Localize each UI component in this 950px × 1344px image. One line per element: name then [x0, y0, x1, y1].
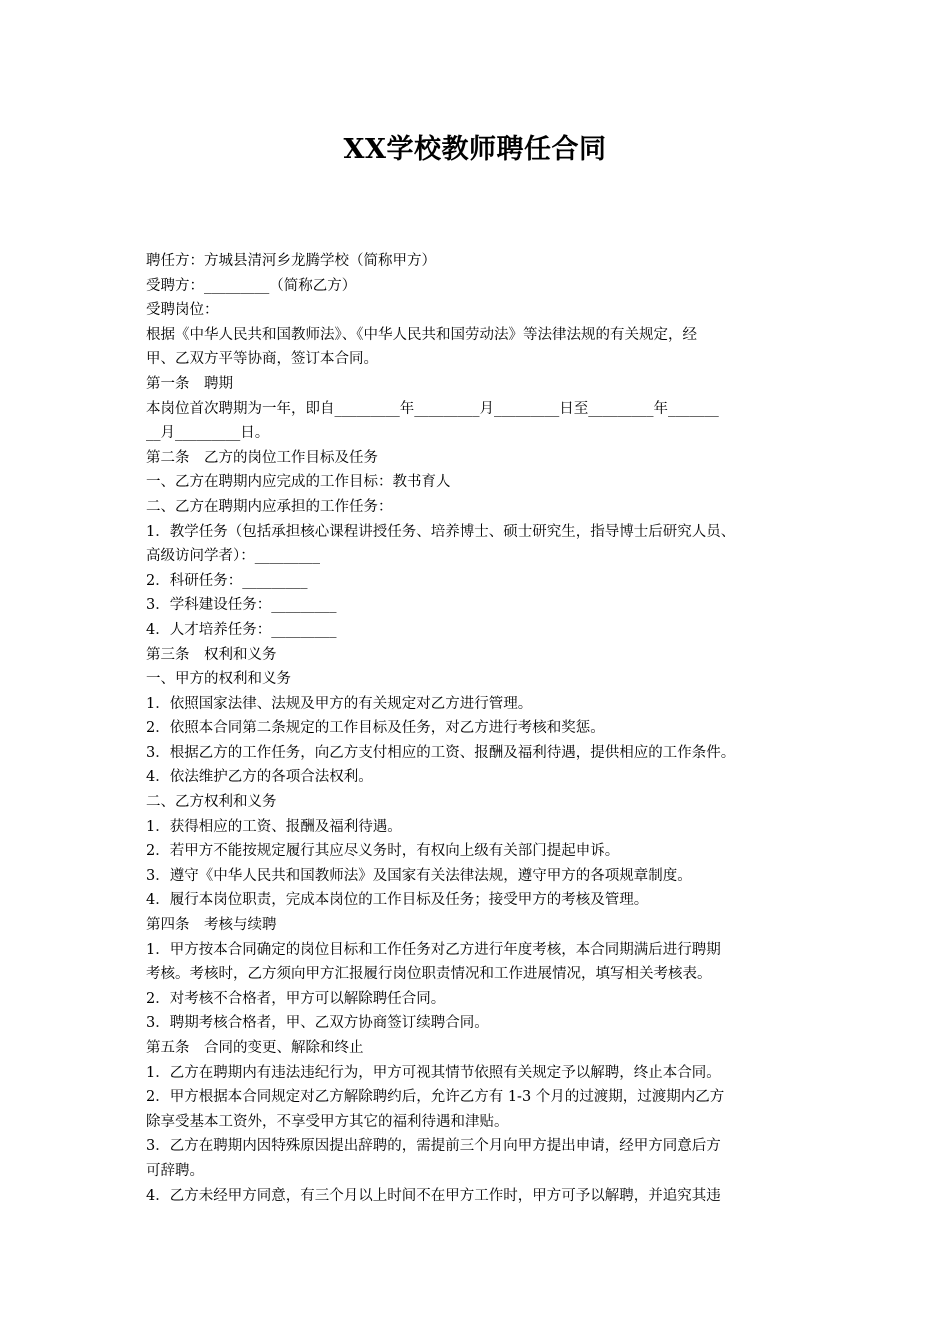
- body-line: 除享受基本工资外，不享受甲方其它的福利待遇和津贴。: [146, 1113, 509, 1130]
- body-line: 1．甲方按本合同确定的岗位目标和工作任务对乙方进行年度考核，本合同期满后进行聘期: [146, 941, 721, 958]
- body-line: 1．依照国家法律、法规及甲方的有关规定对乙方进行管理。: [146, 695, 533, 712]
- body-line: 一、乙方在聘期内应完成的工作目标：教书育人: [146, 474, 451, 491]
- body-line: 2．若甲方不能按规定履行其应尽义务时，有权向上级有关部门提起申诉。: [146, 843, 620, 860]
- body-line: 3．聘期考核合格者，甲、乙双方协商签订续聘合同。: [146, 1015, 489, 1032]
- body-line: 考核。考核时，乙方须向甲方汇报履行岗位职责情况和工作进展情况，填写相关考核表。: [146, 966, 712, 983]
- body-line: 2．甲方根据本合同规定对乙方解除聘约后，允许乙方有 1-3 个月的过渡期，过渡期内乙方: [146, 1089, 725, 1106]
- body-line: __月_________日。: [146, 425, 270, 442]
- body-line: 聘任方：方城县清河乡龙腾学校（简称甲方）: [146, 253, 436, 269]
- body-line: 1．教学任务（包括承担核心课程讲授任务、培养博士、硕士研究生，指导博士后研究人员、: [146, 523, 736, 540]
- body-line: 1．乙方在聘期内有违法违纪行为，甲方可视其情节依照有关规定予以解聘，终止本合同。: [146, 1064, 721, 1081]
- body-line: 3．根据乙方的工作任务，向乙方支付相应的工资、报酬及福利待遇，提供相应的工作条件。: [146, 744, 736, 761]
- body-line: 根据《中华人民共和国教师法》、《中华人民共和国劳动法》等法律法规的有关规定，经: [146, 326, 697, 343]
- body-line: 可辞聘。: [146, 1162, 204, 1179]
- body-line: 二、乙方权利和义务: [146, 794, 277, 811]
- body-line: 第二条 乙方的岗位工作目标及任务: [146, 449, 378, 466]
- body-line: 甲、乙双方平等协商，签订本合同。: [146, 351, 378, 368]
- body-line: 二、乙方在聘期内应承担的工作任务：: [146, 498, 393, 515]
- body-line: 2．对考核不合格者，甲方可以解除聘任合同。: [146, 990, 446, 1007]
- body-line: 3．乙方在聘期内因特殊原因提出辞聘的，需提前三个月向甲方提出申请，经甲方同意后方: [146, 1138, 721, 1155]
- document-body: [146, 249, 826, 1208]
- body-line: 第五条 合同的变更、解除和终止: [146, 1040, 364, 1056]
- body-line: 4．人才培养任务：_________: [146, 621, 337, 638]
- body-line: 第三条 权利和义务: [146, 646, 277, 663]
- body-line: 第四条 考核与续聘: [146, 917, 277, 934]
- body-line: 4．乙方未经甲方同意，有三个月以上时间不在甲方工作时，甲方可予以解聘，并追究其违: [146, 1187, 721, 1204]
- body-line: 受聘方：_________（简称乙方）: [146, 277, 357, 294]
- body-line: 第一条 聘期: [146, 375, 233, 392]
- body-line: 2．依照本合同第二条规定的工作目标及任务，对乙方进行考核和奖惩。: [146, 720, 605, 737]
- body-line: 高级访问学者）：_________: [146, 548, 320, 565]
- body-line: 本岗位首次聘期为一年，即自_________年_________月_________日至_________年_______: [146, 400, 719, 417]
- body-line: 3．遵守《中华人民共和国教师法》及国家有关法律法规，遵守甲方的各项规章制度。: [146, 867, 692, 884]
- document-title: XX学校教师聘任合同: [343, 134, 607, 165]
- body-line: 3．学科建设任务：_________: [146, 597, 337, 614]
- body-line: 1．获得相应的工资、报酬及福利待遇。: [146, 818, 402, 835]
- body-line: 一、甲方的权利和义务: [146, 671, 291, 688]
- body-line: 受聘岗位：: [146, 302, 219, 319]
- body-line: 4．履行本岗位职责，完成本岗位的工作目标及任务；接受甲方的考核及管理。: [146, 892, 649, 909]
- body-line: 2．科研任务：_________: [146, 572, 308, 589]
- body-line: 4．依法维护乙方的各项合法权利。: [146, 769, 373, 786]
